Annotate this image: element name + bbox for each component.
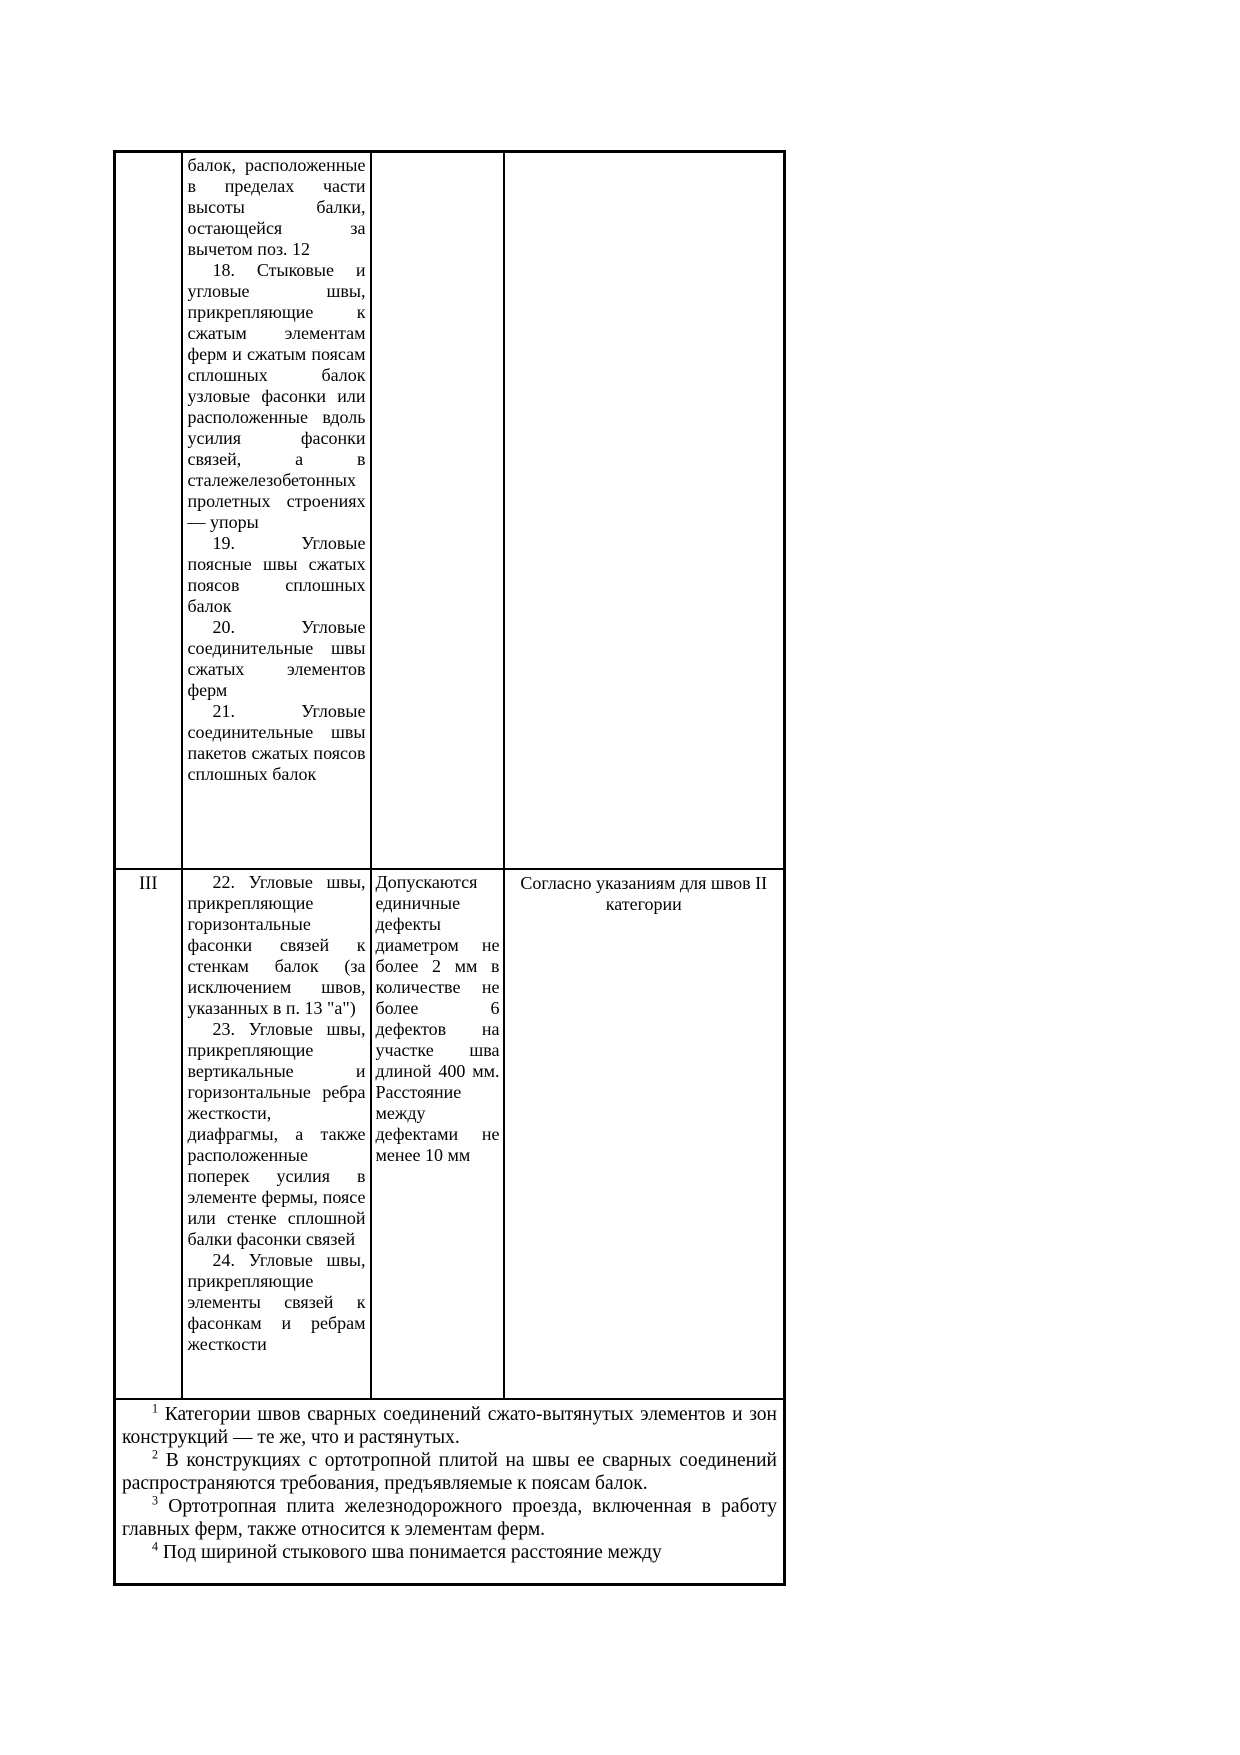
footnote-2-text: В конструкциях с ортотропной плитой на швы ее сварных соединений распространяются требования, предъявляемые к поясам балок.	[122, 1449, 777, 1494]
footnote-3-text: Ортотропная плита железнодорожного проезда, включенная в работу главных ферм, также относится к элементам ферм.	[122, 1495, 777, 1540]
footnote-1-marker: 1	[152, 1401, 159, 1415]
weld-seam-category-table	[113, 150, 786, 1586]
note-cell	[504, 869, 785, 1399]
paragraph-item-18: 18. Стыковые и угловые швы, прикрепляющие к сжатым элементам ферм и сжатым поясам сплошных балок узловые фасонки или расположенные вдоль усилия фасонки связей, а в сталежелезобетонных пролетных строениях — упоры	[187, 260, 366, 532]
paragraph-item-21: 21. Угловые соединительные швы пакетов сжатых поясов сплошных балок	[187, 701, 366, 784]
description-cell-continuation	[182, 152, 371, 869]
footnote-3	[122, 1495, 777, 1541]
paragraph-item-23: 23. Угловые швы, прикрепляющие вертикальные и горизонтальные ребра жесткости, диафрагмы, а также расположенные поперек усилия в элементе фермы, поясе или стенке сплошной балки фасонки связей	[187, 1018, 366, 1249]
defects-cell	[371, 869, 504, 1399]
defects-text: Допускаются единичные дефекты диаметром не более 2 мм в количестве не более 6 дефектов на участке шва длиной 400 мм. Расстояние между дефектами не менее 10 мм	[375, 871, 500, 1165]
table-row-continuation	[115, 152, 785, 869]
paragraph-item-20: 20. Угловые соединительные швы сжатых элементов ферм	[187, 617, 366, 700]
defects-cell-empty	[371, 152, 504, 869]
footnote-2	[122, 1449, 777, 1495]
paragraph-item-17-continuation: балок, расположенные в пределах части высоты балки, остающейся за вычетом поз. 12	[187, 155, 366, 259]
table-row-footnotes	[115, 1399, 785, 1585]
paragraph-item-19: 19. Угловые поясные швы сжатых поясов сплошных балок	[187, 533, 366, 616]
note-cell-empty	[504, 152, 785, 869]
footnote-1-text: Категории швов сварных соединений сжато-вытянутых элементов и зон конструкций — те же, что и растянутых.	[122, 1403, 777, 1448]
note-text: Согласно указаниям для швов II категории	[520, 872, 768, 914]
footnote-3-marker: 3	[152, 1493, 159, 1507]
footnote-4-marker: 4	[152, 1539, 159, 1553]
category-cell: III	[115, 869, 182, 1399]
footnote-4-text: Под шириной стыкового шва понимается расстояние между	[162, 1541, 662, 1563]
description-cell	[182, 869, 371, 1399]
footnote-2-marker: 2	[152, 1447, 159, 1461]
paragraph-item-24: 24. Угловые швы, прикрепляющие элементы связей к фасонкам и ребрам жесткости	[187, 1249, 366, 1354]
category-cell-empty	[115, 152, 182, 869]
table-row-category-iii	[115, 869, 785, 1399]
footnote-4	[122, 1541, 777, 1564]
paragraph-item-22: 22. Угловые швы, прикрепляющие горизонтальные фасонки связей к стенкам балок (за исключением швов, указанных в п. 13 "а")	[187, 871, 366, 1018]
footnote-1	[122, 1403, 777, 1449]
footnotes-cell	[115, 1399, 785, 1585]
